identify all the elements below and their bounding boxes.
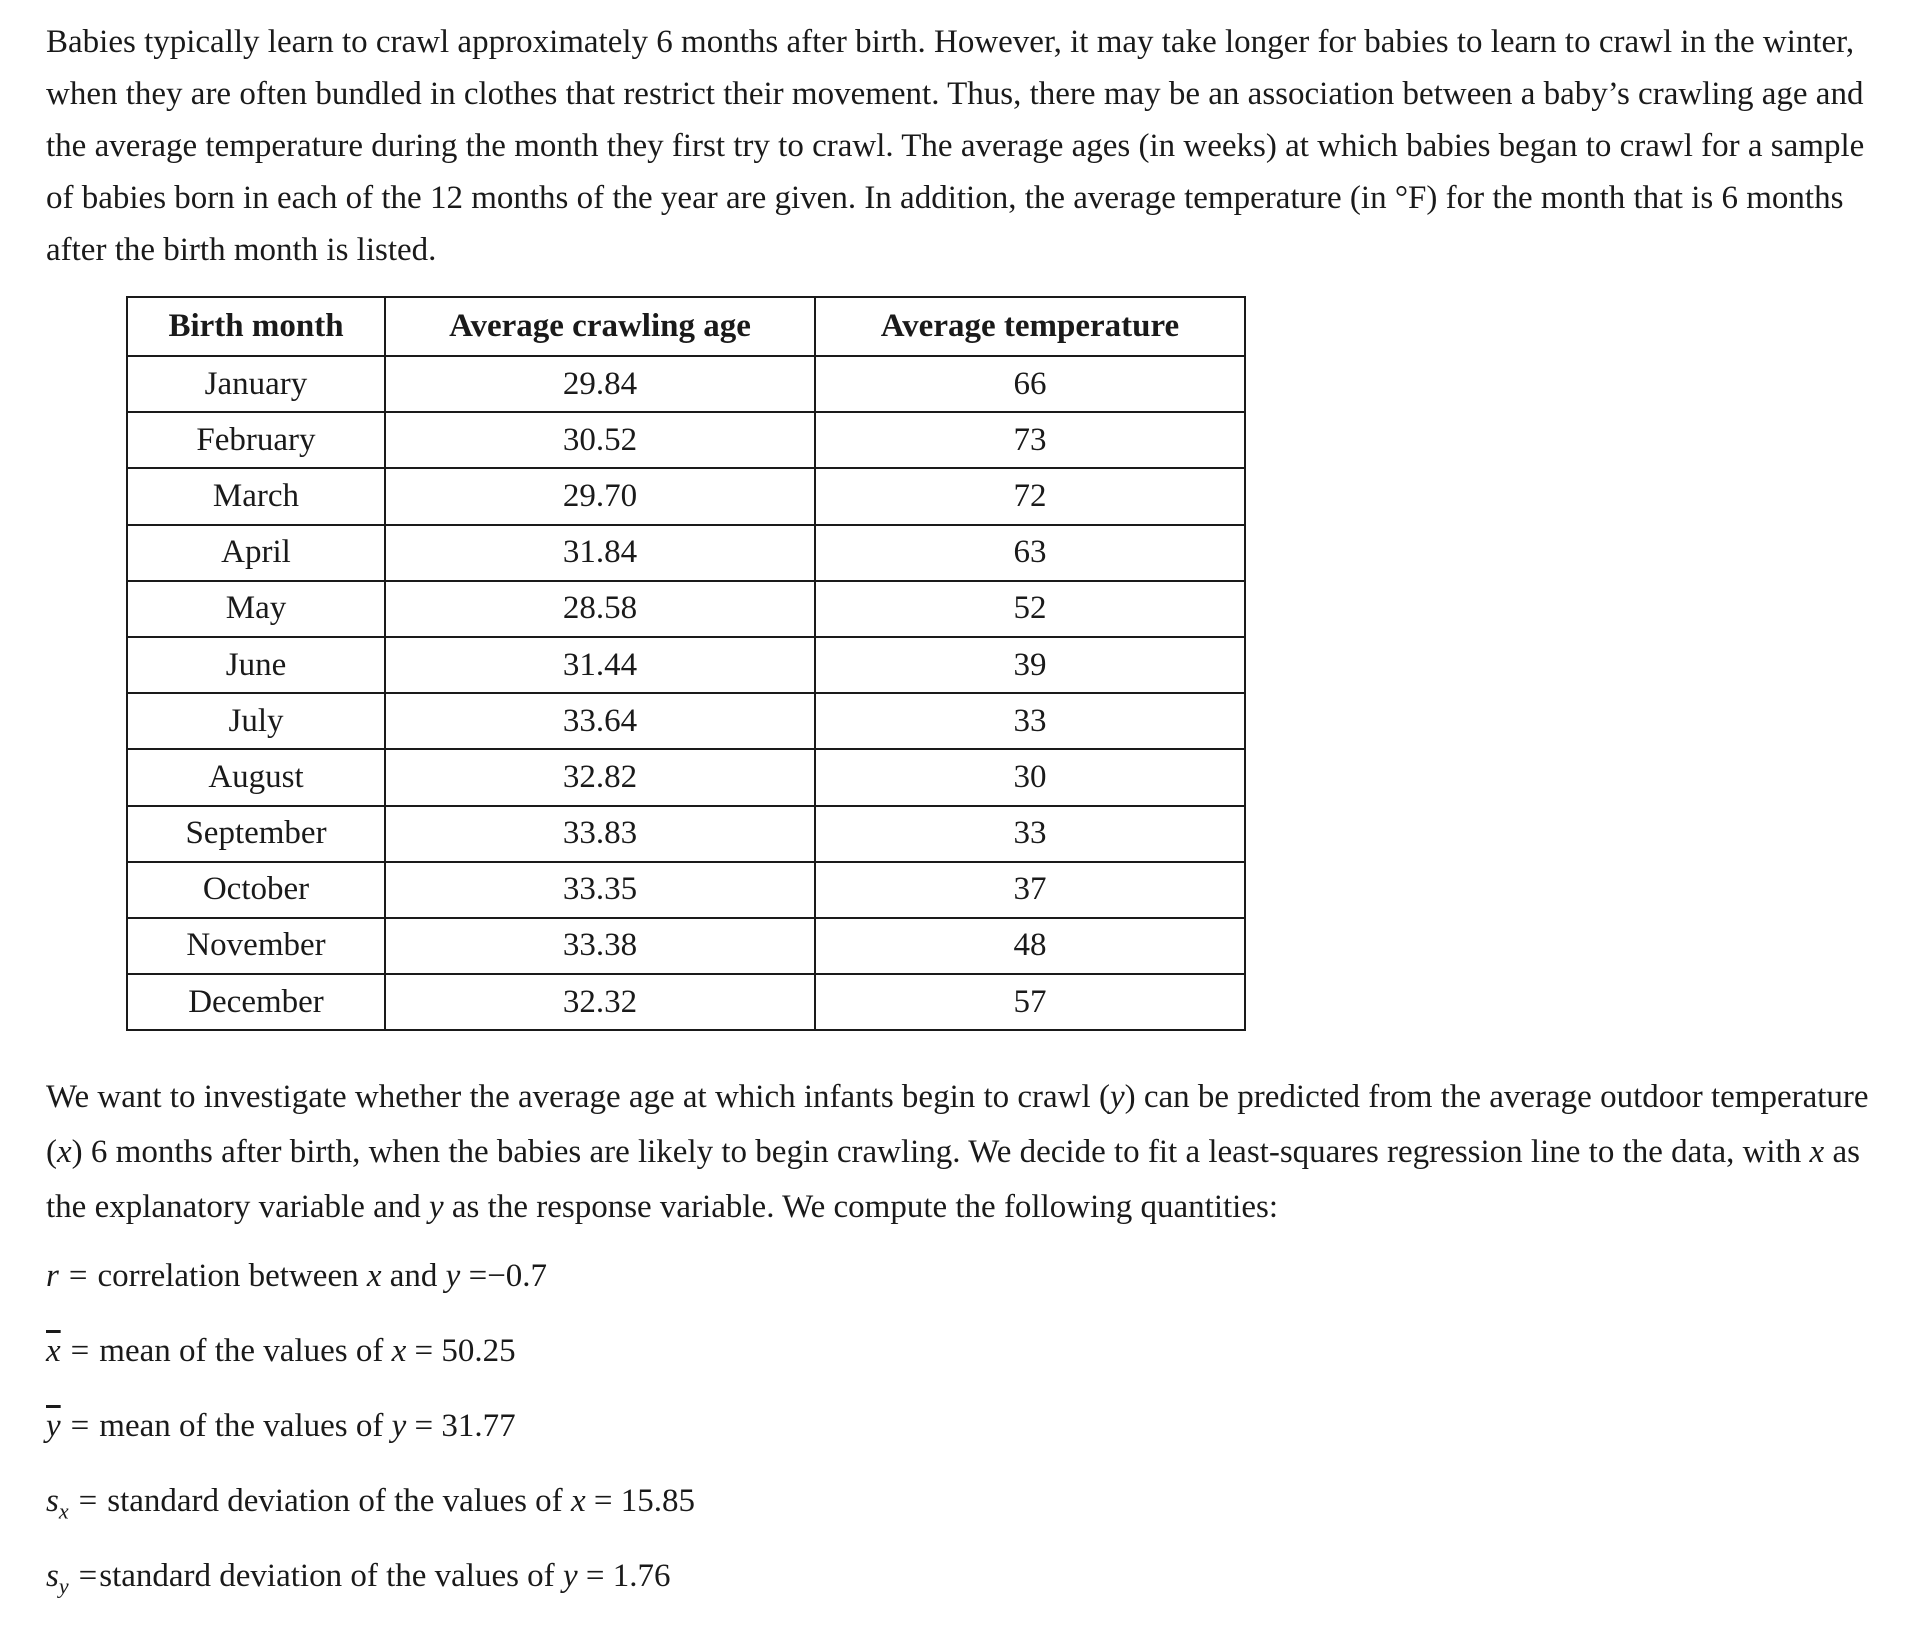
- cell-birth-month: October: [127, 862, 385, 918]
- cell-crawling-age: 32.82: [385, 749, 815, 805]
- cell-birth-month: March: [127, 468, 385, 524]
- cell-crawling-age: 33.83: [385, 806, 815, 862]
- intro-paragraph: Babies typically learn to crawl approximately 6 months after birth. However, it may take longer for babies to learn to crawl in the winter, when they are often bundled in clothes that restrict their movement. Thus, there may be an association between a baby’s crawling age and the average temperature during the month they first try to crawl. The average ages (in weeks) at which babies began to crawl for a sample of babies born in each of the 12 months of the year are given. In addition, the average temperature (in °F) for the month that is 6 months after the birth month is listed.: [46, 24, 1865, 268]
- stat-symbol-s: s: [46, 1483, 59, 1519]
- question-var-y-2: y: [429, 1189, 444, 1225]
- question-text-5: as the response variable. We compute the following quantities:: [443, 1189, 1279, 1225]
- cell-crawling-age: 31.84: [385, 525, 815, 581]
- stat-equals: =: [78, 1483, 98, 1519]
- stat-subscript-x: x: [58, 1498, 69, 1524]
- cell-birth-month: June: [127, 637, 385, 693]
- stat-subscript-y: y: [58, 1573, 69, 1599]
- stat-and: and: [381, 1258, 446, 1294]
- cell-temperature: 33: [815, 693, 1245, 749]
- stat-var-x: x: [366, 1258, 382, 1294]
- cell-birth-month: July: [127, 693, 385, 749]
- table-row: [127, 693, 1245, 749]
- table-row: [127, 637, 1245, 693]
- stat-mean-x: [46, 1333, 516, 1370]
- question-text-1: We want to investigate whether the average age at which infants begin to crawl (: [46, 1079, 1110, 1115]
- stat-sd-x: [46, 1483, 695, 1525]
- stat-description: standard deviation of the values of: [107, 1483, 571, 1519]
- stat-symbol-xbar: $\overline{x}$: [46, 1333, 61, 1369]
- stat-var-y: y: [562, 1558, 578, 1594]
- cell-temperature: 37: [815, 862, 1245, 918]
- stat-symbol-r: r: [46, 1258, 59, 1294]
- stat-value: 50.25: [441, 1333, 516, 1369]
- stat-value: 1.76: [612, 1558, 671, 1594]
- header-average-temperature: Average temperature: [815, 297, 1245, 356]
- question-var-y: y: [1109, 1079, 1125, 1115]
- cell-temperature: 66: [815, 356, 1245, 412]
- table-row: [127, 468, 1245, 524]
- stat-equals-2: =: [460, 1258, 488, 1294]
- cell-birth-month: November: [127, 918, 385, 974]
- table-row: [127, 918, 1245, 974]
- cell-birth-month: February: [127, 412, 385, 468]
- stat-sd-y: [46, 1558, 670, 1600]
- stat-value: −0.7: [487, 1258, 548, 1294]
- header-average-crawling-age: Average crawling age: [385, 297, 815, 356]
- table-row: [127, 974, 1245, 1030]
- question-paragraph: [46, 1070, 1886, 1235]
- cell-temperature: 73: [815, 412, 1245, 468]
- stat-equals-2: =: [406, 1333, 442, 1369]
- stat-description: correlation between: [97, 1258, 367, 1294]
- cell-crawling-age: 33.35: [385, 862, 815, 918]
- cell-birth-month: December: [127, 974, 385, 1030]
- stat-var-y: y: [445, 1258, 461, 1294]
- stat-value: 15.85: [620, 1483, 695, 1519]
- cell-temperature: 52: [815, 581, 1245, 637]
- cell-temperature: 30: [815, 749, 1245, 805]
- cell-temperature: 63: [815, 525, 1245, 581]
- cell-temperature: 72: [815, 468, 1245, 524]
- stat-correlation: [46, 1258, 547, 1295]
- question-text-2: ) can be predicted from the average outdoor temperature (: [46, 1079, 1869, 1170]
- stat-equals-2: =: [577, 1558, 613, 1594]
- stat-var-y: y: [391, 1408, 407, 1444]
- cell-temperature: 57: [815, 974, 1245, 1030]
- stat-value: 31.77: [441, 1408, 516, 1444]
- question-text-3: ) 6 months after birth, when the babies are likely to begin crawling. We decide to fit a least-squares regression line to the data, with: [71, 1134, 1810, 1170]
- stat-symbol-s: s: [46, 1558, 59, 1594]
- cell-crawling-age: 31.44: [385, 637, 815, 693]
- cell-crawling-age: 29.84: [385, 356, 815, 412]
- stat-description: standard deviation of the values of: [99, 1558, 563, 1594]
- table-row: [127, 581, 1245, 637]
- stat-description: mean of the values of: [99, 1408, 392, 1444]
- question-var-x: x: [57, 1134, 72, 1170]
- stat-equals-2: =: [585, 1483, 621, 1519]
- cell-birth-month: January: [127, 356, 385, 412]
- cell-birth-month: May: [127, 581, 385, 637]
- cell-temperature: 48: [815, 918, 1245, 974]
- table-row: [127, 356, 1245, 412]
- question-var-x-2: x: [1809, 1134, 1825, 1170]
- crawling-data-table: [126, 296, 1246, 1031]
- stat-equals: =: [78, 1558, 98, 1594]
- cell-temperature: 39: [815, 637, 1245, 693]
- table-body: [127, 356, 1245, 1030]
- cell-birth-month: September: [127, 806, 385, 862]
- cell-crawling-age: 28.58: [385, 581, 815, 637]
- stat-equals: =: [68, 1258, 88, 1294]
- stat-description: mean of the values of: [99, 1333, 392, 1369]
- table-row: [127, 412, 1245, 468]
- cell-crawling-age: 33.64: [385, 693, 815, 749]
- cell-birth-month: August: [127, 749, 385, 805]
- cell-birth-month: April: [127, 525, 385, 581]
- cell-crawling-age: 30.52: [385, 412, 815, 468]
- table-header-row: [127, 297, 1245, 356]
- table-row: [127, 749, 1245, 805]
- cell-crawling-age: 29.70: [385, 468, 815, 524]
- stat-var-x: x: [391, 1333, 407, 1369]
- cell-temperature: 33: [815, 806, 1245, 862]
- table-row: [127, 862, 1245, 918]
- stat-symbol-ybar: $\overline{y}$: [46, 1408, 61, 1444]
- question-text-4: as the explanatory variable and: [46, 1134, 1860, 1225]
- stat-var-x: x: [570, 1483, 586, 1519]
- stat-equals: =: [70, 1333, 90, 1369]
- cell-crawling-age: 33.38: [385, 918, 815, 974]
- stat-mean-y: [46, 1408, 516, 1445]
- table-row: [127, 525, 1245, 581]
- cell-crawling-age: 32.32: [385, 974, 815, 1030]
- table-row: [127, 806, 1245, 862]
- stat-equals-2: =: [406, 1408, 442, 1444]
- stat-equals: =: [70, 1408, 90, 1444]
- header-birth-month: Birth month: [127, 297, 385, 356]
